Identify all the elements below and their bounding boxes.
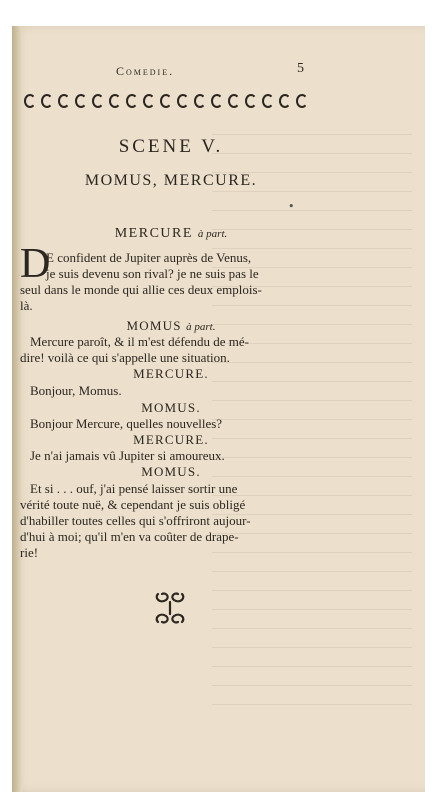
speech-line: d'hui à moi; qu'il m'en va coûter de drape- [20, 529, 239, 544]
speech-line: Mercure paroît, & il m'est défendu de mé- [30, 334, 249, 349]
speaker-momus: MOMUS. [141, 400, 201, 415]
stage-direction: à part. [186, 321, 216, 333]
ornament-unit [109, 94, 121, 108]
speaker-mercure: MERCURE. [133, 366, 209, 381]
ornament-unit [228, 94, 240, 108]
speech-line: dire! voilà ce qui s'appelle une situation. [20, 350, 230, 365]
fleuron-ornament [152, 588, 188, 628]
speech-line: seul dans le monde qui allie ces deux emplois- [20, 282, 262, 297]
ornament-unit [211, 94, 223, 108]
scene-heading: SCENE V. [118, 136, 224, 157]
ornament-unit [262, 94, 274, 108]
ornament-unit [126, 94, 138, 108]
ornament-unit [160, 94, 172, 108]
ornament-unit [143, 94, 155, 108]
ornament-unit [177, 94, 189, 108]
book-page [12, 26, 425, 792]
ornament-unit [41, 94, 53, 108]
ornament-unit [58, 94, 70, 108]
running-title: Comedie. [116, 64, 175, 78]
speaker-name: MERCURE [114, 226, 193, 241]
ornament-unit [24, 94, 36, 108]
speaker-mercure [12, 226, 330, 242]
characters-line: MOMUS, MERCURE. [84, 172, 258, 189]
speech-line: Et si . . . ouf, j'ai pensé laisser sortir une [30, 481, 238, 496]
stage-direction: à part. [197, 228, 228, 240]
speech-line: Je n'ai jamais vû Jupiter si amoureux. [30, 448, 225, 463]
speaker-mercure: MERCURE. [133, 432, 209, 447]
ornament-band [24, 92, 308, 110]
speech-line: E confident de Jupiter auprès de Venus, [46, 250, 252, 265]
speaker-momus [12, 318, 330, 334]
speech-line: Bonjour, Momus. [30, 383, 122, 398]
ornament-unit [194, 94, 206, 108]
speech-line: là. [20, 298, 33, 313]
speaker-momus: MOMUS. [141, 464, 201, 479]
speech-line: rie! [20, 545, 39, 560]
speech-line: vérité toute nuë, & cependant je suis obligé [20, 497, 246, 512]
speech-line: je suis devenu son rival? je ne suis pas le [46, 266, 259, 281]
ornament-unit [245, 94, 257, 108]
speaker-name: MOMUS [126, 318, 182, 333]
ink-mark: • [288, 200, 295, 213]
ornament-unit [75, 94, 87, 108]
ornament-unit [296, 94, 308, 108]
speech-line: Bonjour Mercure, quelles nouvelles? [30, 416, 223, 431]
page-number: 5 [297, 61, 306, 76]
drop-cap: D [20, 241, 51, 287]
speech-line: d'habiller toutes celles qui s'offriront aujour- [20, 513, 251, 528]
ornament-unit [92, 94, 104, 108]
ornament-unit [279, 94, 291, 108]
